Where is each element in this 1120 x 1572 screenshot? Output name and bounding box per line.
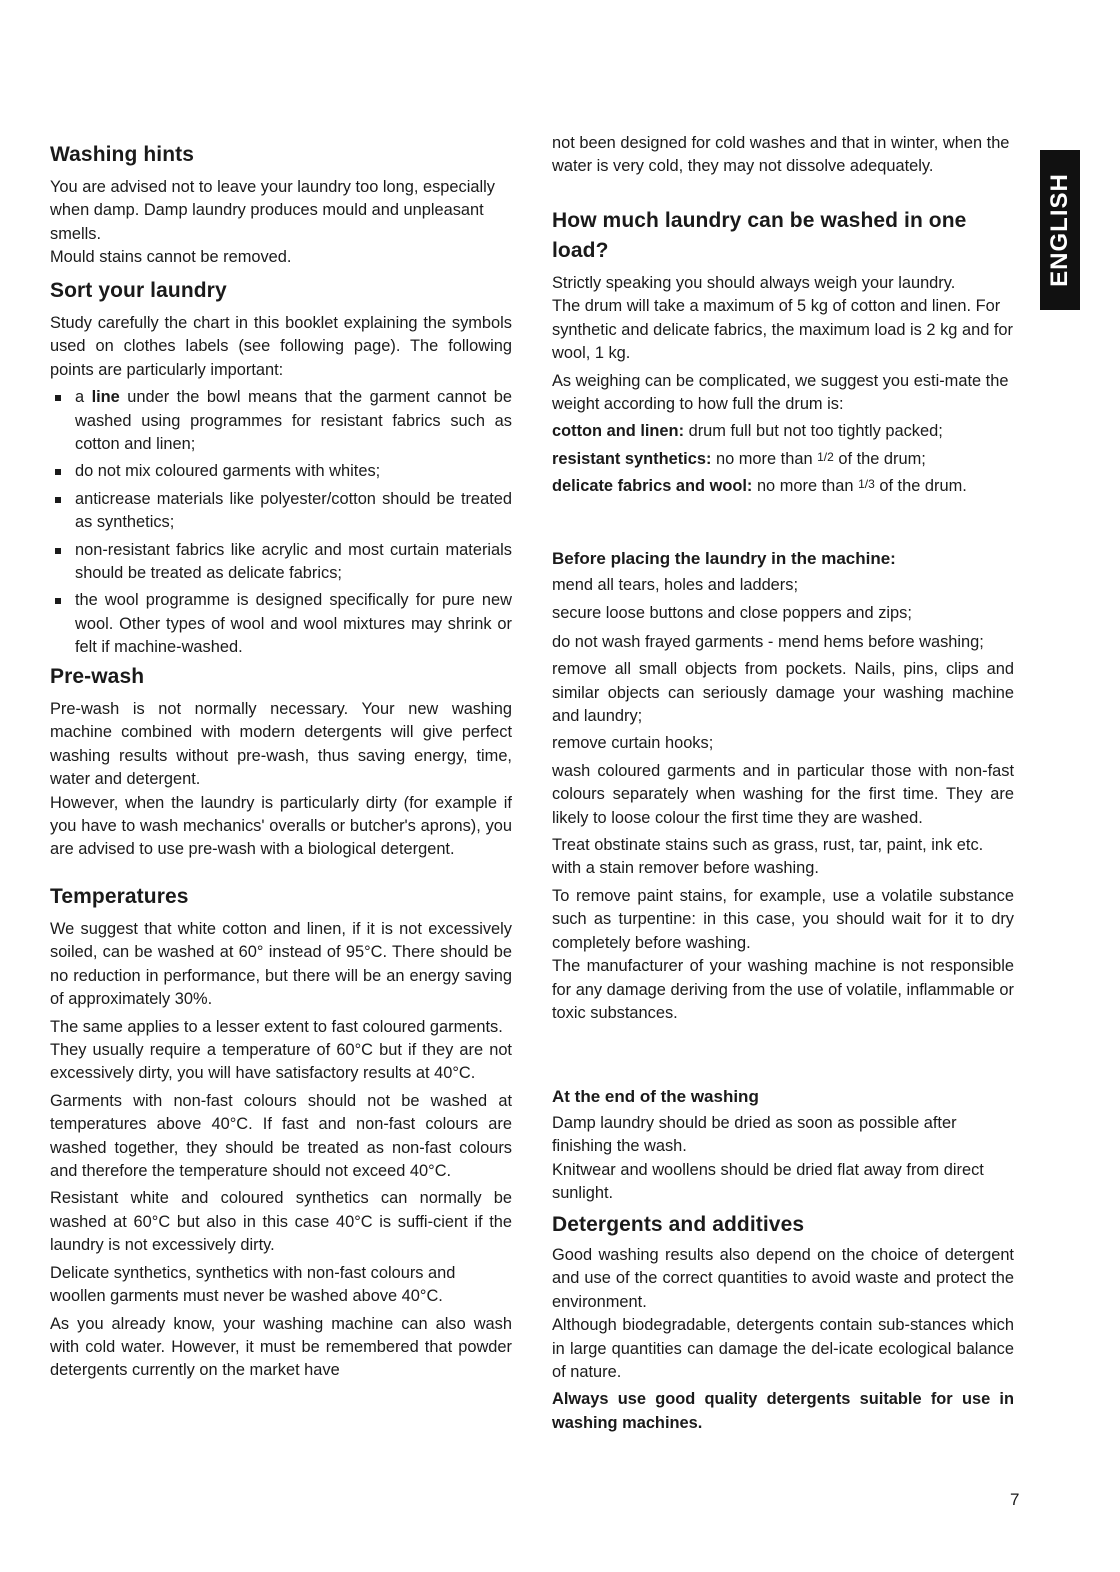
prewash-paragraph-2: However, when the laundry is particularly dirty (for example if you have to wash mechanics' overalls or butcher's aprons), you are advised to use pre-wash with a biological detergent. — [50, 793, 512, 859]
prewash-heading: Pre-wash — [50, 665, 145, 688]
prewash-section — [50, 664, 512, 862]
delicate-wool-line: delicate fabrics and wool: no more than 1/3 of the drum. — [552, 477, 967, 496]
detergents-paragraph-1: Good washing results also depend on the choice of detergent and use of the correct quantities to avoid waste and protect the environment. — [552, 1246, 1014, 1311]
sort-laundry-intro: Study carefully the chart in this booklet explaining the symbols used on clothes labels (see following page). The following points are particularly important: — [50, 314, 512, 379]
resistant-synthetics-line: resistant synthetics: no more than 1/2 of the drum; — [552, 449, 926, 468]
language-tab-label: ENGLISH — [1046, 173, 1073, 287]
temperatures-paragraph-7: As you already know, your washing machine can also wash with cold water. However, it must be remembered that powder detergents currently on the market have — [50, 1314, 512, 1380]
washing-hints-heading: Washing hints — [50, 143, 195, 166]
detergents-section — [552, 1212, 1014, 1435]
prewash-paragraph-1: Pre-wash is not normally necessary. Your new washing machine combined with modern detergents will give perfect washing results without pre-wash, thus saving energy, time, water and detergent. — [50, 700, 512, 789]
list-item: Treat obstinate stains such as grass, rust, tar, paint, ink etc. with a stain remover before washing. — [552, 836, 984, 878]
list-item: do not wash frayed garments - mend hems before washing; — [552, 632, 984, 651]
load-section — [552, 206, 1014, 499]
list-item: the wool programme is designed specifically for pure new wool. Other types of wool and wool mixtures may shrink or felt if machine-washed. — [50, 589, 512, 659]
bullet-icon — [55, 469, 61, 475]
before-placing-heading: Before placing the laundry in the machine: — [552, 549, 896, 568]
page-number: 7 — [1010, 1490, 1020, 1509]
load-paragraph-3: As weighing can be complicated, we suggest you esti-mate the weight according to how full the drum is: — [552, 371, 1009, 414]
sort-laundry-section — [50, 278, 512, 660]
washing-hints-section — [50, 142, 512, 270]
load-heading: How much laundry can be washed in one load? — [552, 209, 967, 262]
end-of-washing-heading: At the end of the washing — [552, 1087, 759, 1106]
list-item: mend all tears, holes and ladders; — [552, 576, 799, 594]
end-paragraph-1: Damp laundry should be dried as soon as possible after finishing the wash. — [552, 1114, 957, 1156]
temperatures-section — [50, 884, 512, 1383]
detergents-paragraph-3: Always use good quality detergents suitable for use in washing machines. — [552, 1390, 1014, 1432]
temperatures-paragraph-5: Resistant white and coloured synthetics can normally be washed at 60°C but also in this case 40°C is suffi-cient if the laundry is not excessively dirty. — [50, 1189, 512, 1255]
list-item: wash coloured garments and in particular those with non-fast colours separately when washing for the first time. They are likely to loose colour the first time they are washed. — [552, 761, 1014, 827]
list-item: remove curtain hooks; — [552, 734, 714, 753]
list-item: a line under the bowl means that the garment cannot be washed using programmes for resistant fabrics such as cotton and linen; — [50, 386, 512, 456]
load-paragraph-2: The drum will take a maximum of 5 kg of cotton and linen. For synthetic and delicate fabrics, the maximum load is 2 kg and for wool, 1 kg. — [552, 297, 1013, 363]
list-item: The manufacturer of your washing machine is not responsible for any damage deriving from the use of volatile, inflammable or toxic substances. — [552, 957, 1014, 1022]
mould-note: Mould stains cannot be removed. — [50, 248, 292, 267]
bullet-icon — [55, 598, 61, 604]
list-item: anticrease materials like polyester/cotton should be treated as synthetics; — [50, 488, 512, 535]
detergents-paragraph-2: Although biodegradable, detergents contain sub-stances which in large quantities can damage the del-icate ecological balance of nature. — [552, 1316, 1014, 1382]
load-paragraph-1: Strictly speaking you should always weigh your laundry. — [552, 274, 956, 292]
fraction-half: 1/2 — [817, 449, 834, 464]
language-tab — [1040, 150, 1080, 310]
temperatures-paragraph-1: We suggest that white cotton and linen, if it is not excessively soiled, can be washed at 60° instead of 95°C. There should be no reduction in performance, but there will be an energy saving of approximately 30%. — [50, 920, 512, 1009]
bullet-icon — [55, 395, 61, 401]
list-item: To remove paint stains, for example, use a volatile substance such as turpentine: in this case, you should wait for it to dry completely before washing. — [552, 886, 1014, 952]
cold-wash-continuation: not been designed for cold washes and that in winter, when the water is very cold, they may not dissolve adequately. — [552, 134, 1010, 176]
washing-hints-paragraph: You are advised not to leave your laundry too long, especially when damp. Damp laundry produces mould and unpleasant smells. — [50, 178, 495, 243]
bullet-icon — [55, 497, 61, 503]
list-item: remove all small objects from pockets. Nails, pins, clips and similar objects can seriously damage your washing machine and laundry; — [552, 660, 1014, 726]
fraction-third: 1/3 — [858, 477, 875, 492]
list-item: secure loose buttons and close poppers and zips; — [552, 604, 912, 623]
temperatures-paragraph-3: They usually require a temperature of 60°C but if they are not excessively dirty, you will have satisfactory results at 40°C. — [50, 1041, 512, 1083]
list-item: non-resistant fabrics like acrylic and most curtain materials should be treated as delicate fabrics; — [50, 539, 512, 586]
temperatures-paragraph-2: The same applies to a lesser extent to fast coloured garments. — [50, 1017, 503, 1036]
temperatures-paragraph-4: Garments with non-fast colours should not be washed at temperatures above 40°C. If fast and non-fast colours are washed together, they should be treated as non-fast colours and therefore the temperature should not exceed 40°C. — [50, 1091, 512, 1181]
end-of-washing-section — [552, 1086, 1014, 1206]
end-paragraph-2: Knitwear and woollens should be dried flat away from direct sunlight. — [552, 1160, 984, 1203]
list-item: do not mix coloured garments with whites; — [50, 460, 512, 483]
detergents-heading: Detergents and additives — [552, 1213, 805, 1236]
temperatures-heading: Temperatures — [50, 885, 189, 908]
bullet-icon — [55, 548, 61, 554]
sort-laundry-heading: Sort your laundry — [50, 279, 227, 302]
temperatures-paragraph-6: Delicate synthetics, synthetics with non-fast colours and woollen garments must never be washed above 40°C. — [50, 1263, 456, 1306]
sort-laundry-list — [50, 386, 512, 659]
before-placing-section — [552, 548, 1014, 1025]
cotton-linen-line: cotton and linen: drum full but not too tightly packed; — [552, 422, 943, 441]
